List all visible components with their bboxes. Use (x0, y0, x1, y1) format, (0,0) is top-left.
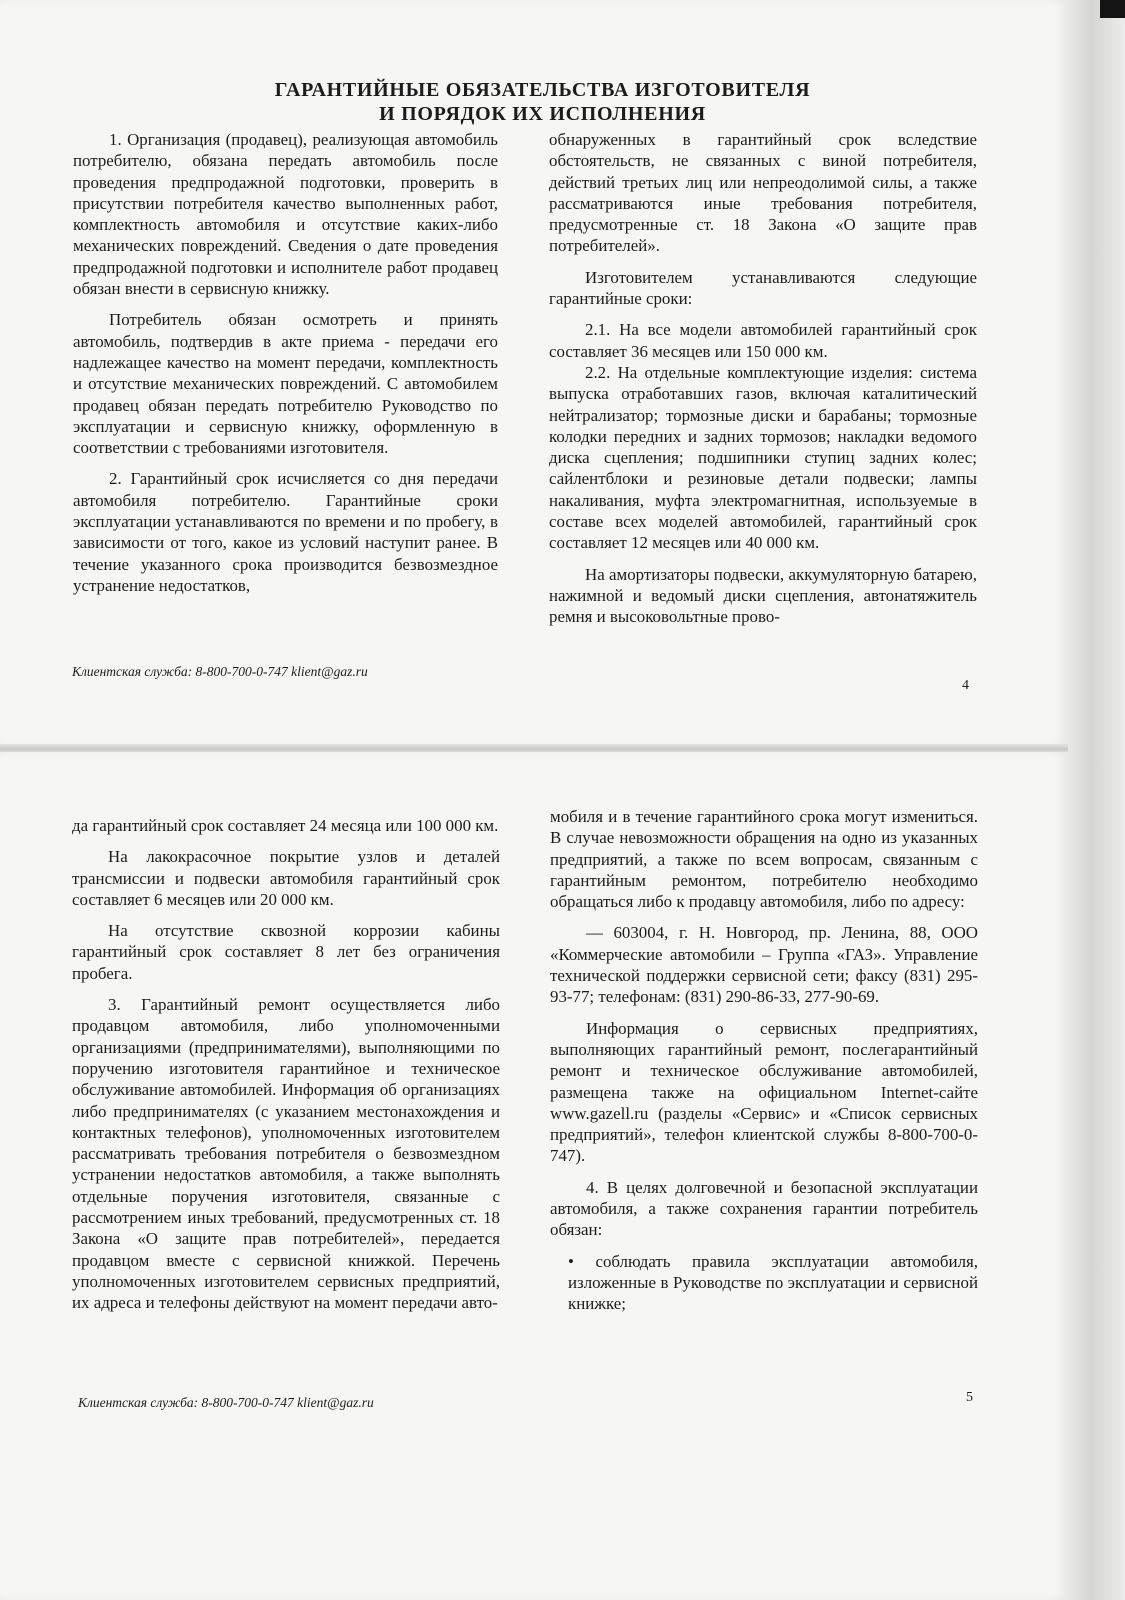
paragraph: обнаруженных в гарантийный срок вследствие обстоятельств, не связанных с виной потребителя, действий третьих лиц или непреодолимой силы, а также рассматриваются иные требования потребителя, предусмотренные ст. 18 Закона «О защите прав потребителей». (549, 130, 977, 256)
scan-corner (1100, 0, 1125, 18)
paragraph: мобиля и в течение гарантийного срока могут измениться. В случае невозможности обращения на одно из указанных предприятий, а также по всем вопросам, связанным с гарантийным ремонтом, потребителю необходимо обращаться либо к продавцу автомобиля, либо по адресу: (550, 807, 978, 912)
paragraph: 4. В целях долговечной и безопасной эксплуатации автомобиля, а также сохранения гарантии потребитель обязан: (550, 1177, 978, 1240)
page-edge-shadow (1068, 0, 1125, 1600)
paragraph: 3. Гарантийный ремонт осуществляется либо продавцом автомобиля, либо уполномоченными организациями (предпринимателями), выполняющими по поручению изготовителя гарантийное и техническое обслуживание автомобилей. Информация об организациях либо предпринимателях (с указанием местонахождения и контактных телефонов), уполномоченных изготовителем рассматривать требования потребителя о безвозмездном устранении недостатков автомобиля, а также выполнять отдельные поручения изготовителя, связанные с рассмотрением иных требований, предусмотренных ст. 18 Закона «О защите прав потребителей», передается продавцом вместе с сервисной книжкой. Перечень уполномоченных изготовителем сервисных предприятий, их адреса и телефоны действуют на момент передачи авто- (72, 995, 500, 1313)
footer-contact: Клиентская служба: 8-800-700-0-747 klient@gaz.ru (78, 1395, 374, 1410)
left-column (73, 129, 498, 596)
paragraph: Потребитель обязан осмотреть и принять автомобиль, подтвердив в акте приема - передачи его надлежащее качество на момент передачи, комплектность и отсутствие механических повреждений. С автомобилем продавец обязан передать потребителю Руководство по эксплуатации и сервисную книжку, оформленную в соответствии с требованиями изготовителя. (73, 310, 498, 458)
title-line-1: ГАРАНТИЙНЫЕ ОБЯЗАТЕЛЬСТВА ИЗГОТОВИТЕЛЯ (274, 79, 811, 101)
paragraph: На лакокрасочное покрытие узлов и деталей трансмиссии и подвески автомобиля гарантийный срок составляет 6 месяцев или 20 000 км. (72, 847, 500, 909)
title-line-2: И ПОРЯДОК ИХ ИСПОЛНЕНИЯ (379, 103, 706, 125)
paragraph: 1. Организация (продавец), реализующая автомобиль потребителю, обязана передать автомобиль после проведения предпродажной подготовки, проверить в присутствии потребителя качество выполненных работ, комплектность автомобиля и отсутствие каких-либо механических повреждений. Сведения о дате проведения предпродажной подготовки и исполнителе работ продавец обязан внести в сервисную книжку. (73, 130, 498, 299)
paragraph: — 603004, г. Н. Новгород, пр. Ленина, 88, ООО «Коммерческие автомобили – Группа «ГАЗ». Управление технической поддержки сервисной сети; факсу (831) 295-93-77; телефонам: (831) 290-86-33, 277-90-69. (550, 923, 978, 1007)
section-title (165, 78, 920, 126)
paragraph: 2.2. На отдельные комплектующие изделия: система выпуска отработавших газов, включая каталитический нейтрализатор; тормозные диски и барабаны; тормозные колодки передних и задних тормозов; накладки ведомого диска сцепления; подшипники ступиц задних колес; сайлентблоки и резиновые детали подвески; лампы накаливания, муфта электромагнитная, используемые в составе всех моделей автомобилей, гарантийный срок составляет 12 месяцев или 40 000 км. (549, 362, 977, 553)
page-number: 5 (966, 1390, 973, 1405)
paragraph: да гарантийный срок составляет 24 месяца или 100 000 км. (72, 816, 499, 835)
paragraph: Изготовителем устанавливаются следующие гарантийные сроки: (549, 267, 977, 309)
paragraph: На амортизаторы подвески, аккумуляторную батарею, нажимной и ведомый диски сцепления, автонатяжитель ремня и высоковольтные прово- (549, 564, 977, 627)
right-column (550, 806, 978, 1315)
bullet-item: • соблюдать правила эксплуатации автомобиля, изложенные в Руководстве по эксплуатации и сервисной книжке; (568, 1251, 978, 1314)
right-column (549, 129, 977, 628)
page-5 (0, 752, 1068, 1600)
page-number: 4 (962, 678, 969, 693)
paragraph: 2.1. На все модели автомобилей гарантийный срок составляет 36 месяцев или 150 000 км. (549, 320, 977, 361)
footer-contact: Клиентская служба: 8-800-700-0-747 klient@gaz.ru (72, 664, 368, 679)
paragraph: Информация о сервисных предприятиях, выполняющих гарантийный ремонт, послегарантийный ремонт и техническое обслуживание автомобилей, размещена также на официальном Internet-сайте www.gazell.ru (разделы «Сервис» и «Список сервисных предприятий», телефон клиентской службы 8-800-700-0-747). (550, 1018, 978, 1166)
paragraph: 2. Гарантийный срок исчисляется со дня передачи автомобиля потребителю. Гарантийные сроки эксплуатации устанавливаются по времени и по пробегу, в зависимости от того, какое из условий наступит ранее. В течение указанного срока производится безвозмездное устранение недостатков, (73, 469, 498, 595)
left-column (72, 815, 500, 1314)
paragraph: На отсутствие сквозной коррозии кабины гарантийный срок составляет 8 лет без ограничения пробега. (72, 921, 500, 983)
page-4 (0, 0, 1068, 748)
